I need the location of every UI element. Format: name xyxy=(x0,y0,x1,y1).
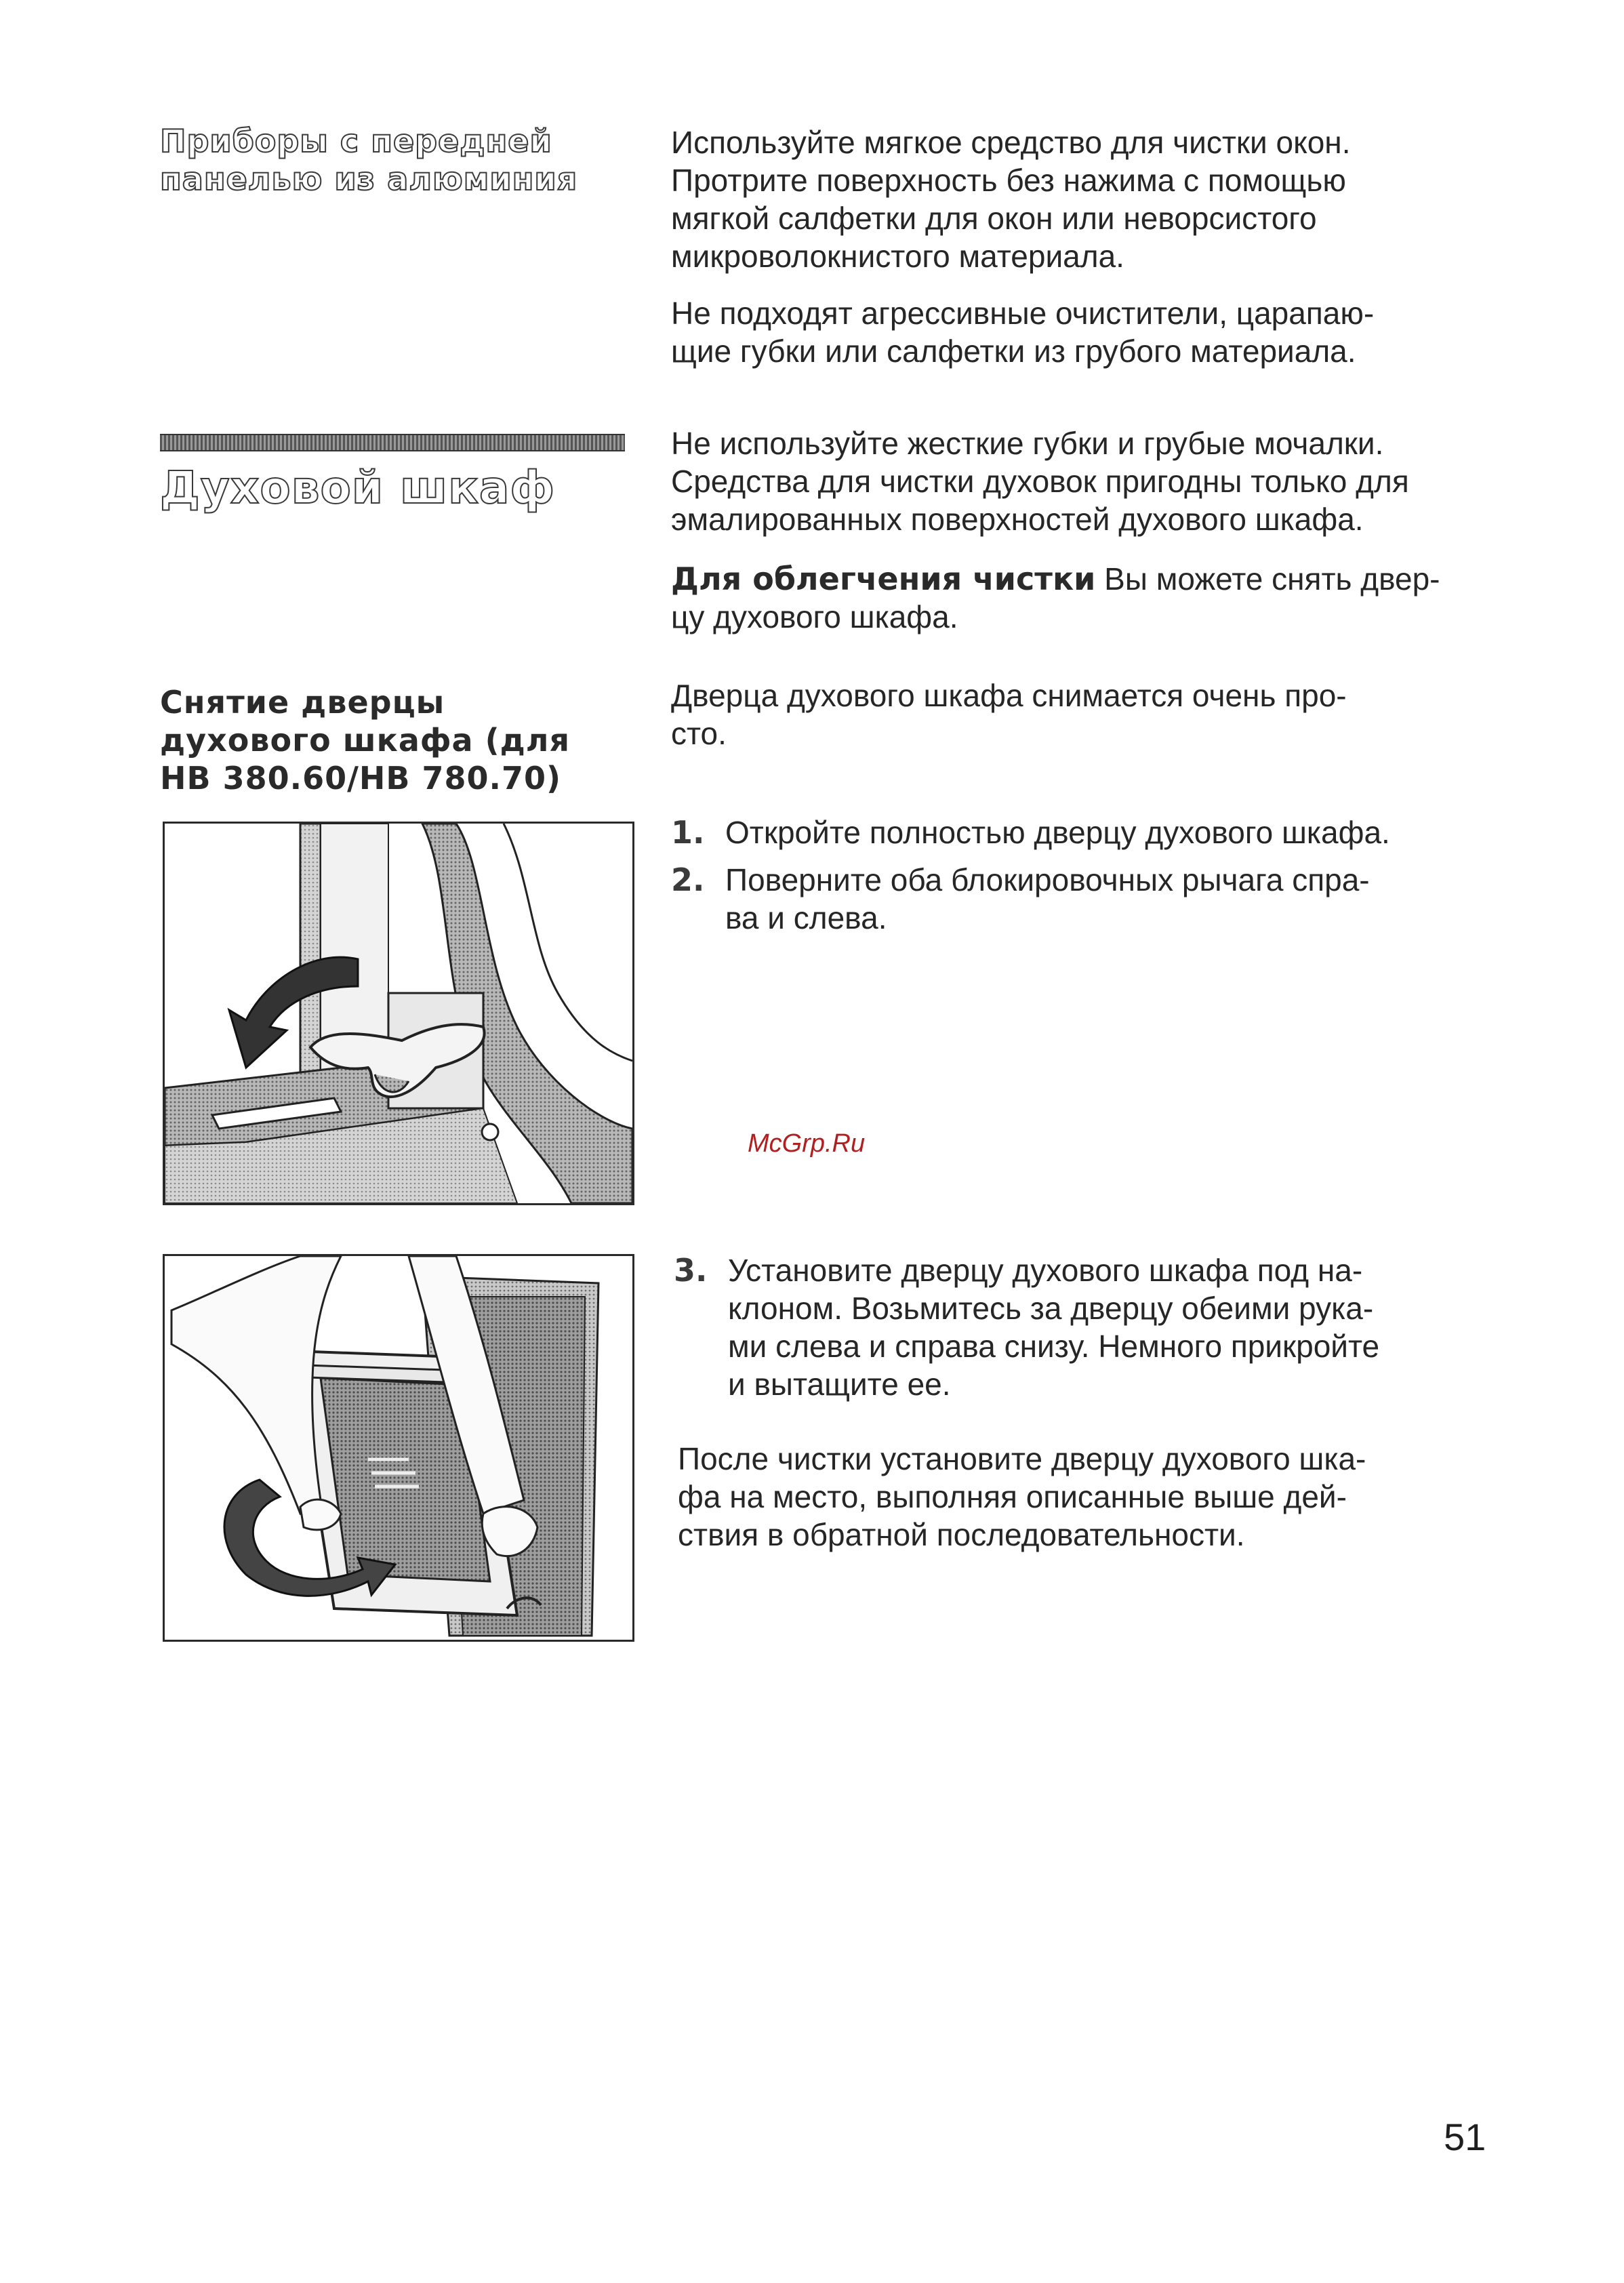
step-number: 3. xyxy=(674,1252,708,1289)
text-line: щие губки или салфетки из грубого материала. xyxy=(671,334,1356,369)
oven-paragraph-2 xyxy=(671,560,1498,636)
bold-lead: Для облегчения чистки xyxy=(671,561,1096,597)
oven-heading: Духовой шкаф xyxy=(160,462,555,514)
figure-door-removal xyxy=(163,1254,634,1642)
lever-illustration-icon xyxy=(165,824,632,1203)
aluminium-paragraph-2 xyxy=(671,294,1498,370)
text-line: мягкой салфетки для окон или неворсистого xyxy=(671,201,1317,236)
text-line: Откройте полностью дверцу духового шкафа. xyxy=(725,815,1390,850)
aluminium-paragraph-1 xyxy=(671,123,1498,275)
text-line: Установите дверцу духового шкафа под на- xyxy=(728,1253,1363,1288)
text-line: Средства для чистки духовок пригодны только для xyxy=(671,464,1409,499)
aluminium-heading-line1: Приборы с передней xyxy=(160,123,552,159)
step-number: 2. xyxy=(671,862,705,898)
text-line: эмалированных поверхностей духового шкафа. xyxy=(671,502,1364,537)
step-list-2 xyxy=(674,1251,1501,1403)
text-line: фа на место, выполняя описанные выше дей- xyxy=(678,1479,1347,1514)
step-list-1 xyxy=(671,813,1498,937)
step-text xyxy=(725,861,1370,937)
step-3 xyxy=(674,1251,1501,1403)
door-removal-heading xyxy=(160,683,570,797)
door-removal-intro xyxy=(671,676,1498,752)
section-divider xyxy=(160,434,625,451)
step-text xyxy=(728,1251,1379,1403)
text-line: микроволокнистого материала. xyxy=(671,239,1124,274)
text-line: ми слева и справа снизу. Немного прикройте xyxy=(728,1329,1380,1364)
after-cleaning-paragraph xyxy=(678,1440,1505,1554)
text-line: сто. xyxy=(671,716,727,751)
step-text xyxy=(725,813,1390,851)
figure-lever xyxy=(163,822,634,1205)
heading-line: Снятие дверцы xyxy=(160,684,445,721)
step-number: 1. xyxy=(671,814,705,851)
text-line: клоном. Возьмитесь за дверцу обеими рука- xyxy=(728,1291,1374,1326)
text-line: цу духового шкафа. xyxy=(671,599,958,634)
aluminium-heading xyxy=(160,122,577,198)
text-line: ствия в обратной последовательности. xyxy=(678,1517,1245,1552)
oven-paragraph-1 xyxy=(671,424,1498,538)
text-line: После чистки установите дверцу духового шка- xyxy=(678,1441,1366,1476)
text-line: и вытащите ее. xyxy=(728,1367,951,1402)
text-line: Протрите поверхность без нажима с помощью xyxy=(671,163,1346,198)
step-2 xyxy=(671,861,1498,937)
watermark: McGrp.Ru xyxy=(748,1129,866,1158)
page-number: 51 xyxy=(1444,2116,1486,2158)
text-line: Не подходят агрессивные очистители, царапаю- xyxy=(671,296,1375,331)
text-span: Вы можете снять двер- xyxy=(1095,561,1440,597)
step-1 xyxy=(671,813,1498,851)
text-line: Не используйте жесткие губки и грубые мочалки. xyxy=(671,426,1384,461)
aluminium-heading-line2: панелью из алюминия xyxy=(160,161,578,197)
text-line: ва и слева. xyxy=(725,900,887,935)
heading-line: духового шкафа (для xyxy=(160,722,570,759)
heading-line: HB 380.60/HB 780.70) xyxy=(160,760,561,796)
text-line: Дверца духового шкафа снимается очень про- xyxy=(671,678,1347,713)
text-line: Используйте мягкое средство для чистки окон. xyxy=(671,125,1351,160)
door-removal-illustration-icon xyxy=(165,1256,632,1640)
text-line: Поверните оба блокировочных рычага спра- xyxy=(725,862,1370,897)
text-line xyxy=(671,560,1498,598)
